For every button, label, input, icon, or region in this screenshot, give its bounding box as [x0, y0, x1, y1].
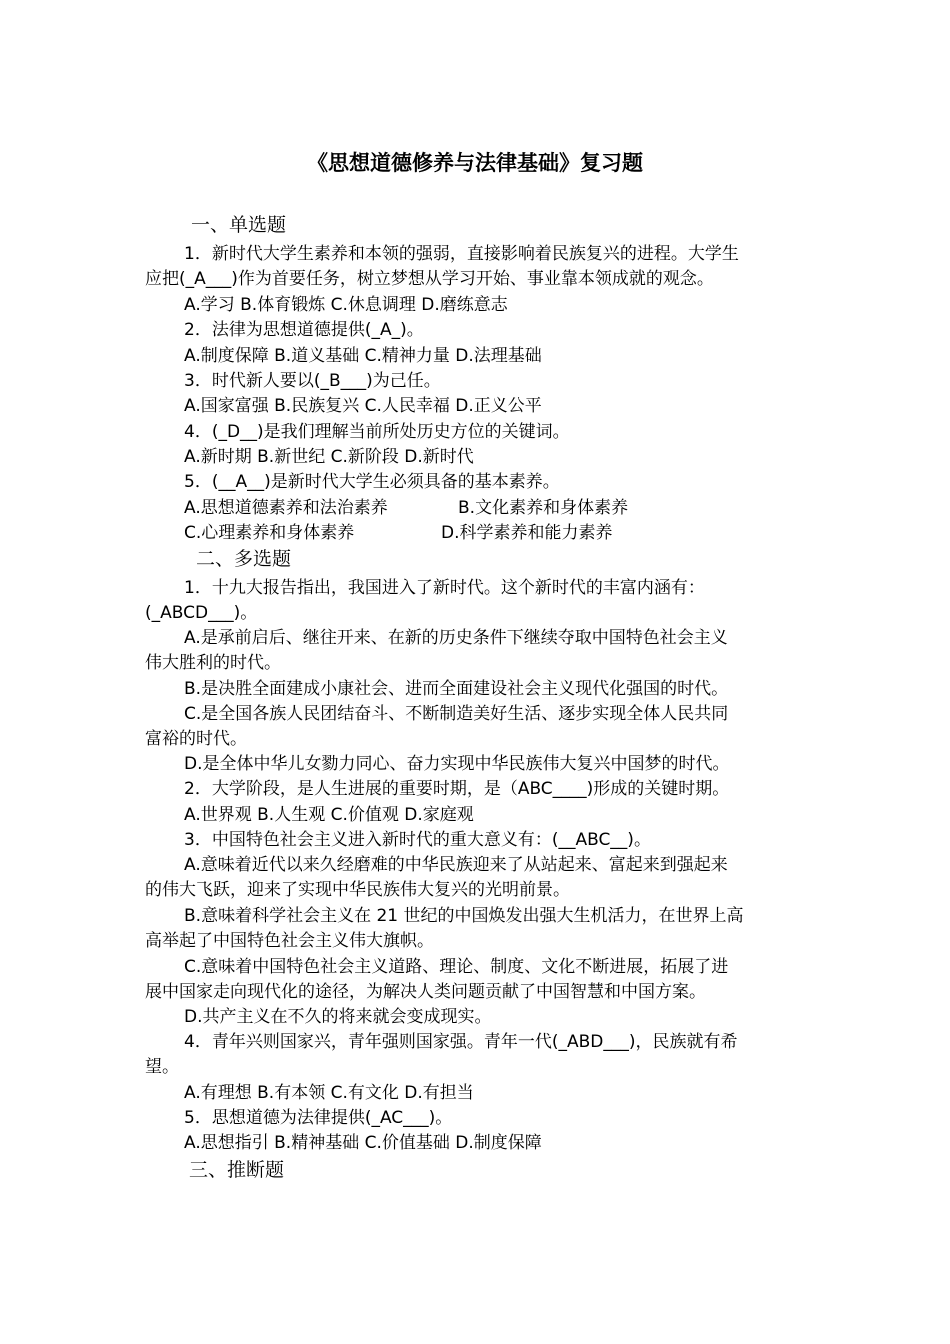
option-line: A.意味着近代以来久经磨难的中华民族迎来了从站起来、富起来到强起来 — [184, 855, 728, 875]
option-line: C.是全国各族人民团结奋斗、不断制造美好生活、逐步实现全体人民共同 — [184, 704, 729, 724]
option-line: 伟大胜利的时代。 — [145, 653, 281, 673]
option-line: 富裕的时代。 — [145, 729, 247, 749]
section-heading-judgment: 三、推断题 — [189, 1159, 285, 1181]
option-b: B.文化素养和身体素养 — [458, 498, 629, 518]
question-line: 1．新时代大学生素养和本领的强弱，直接影响着民族复兴的进程。大学生 — [184, 244, 739, 264]
option-line: 高举起了中国特色社会主义伟大旗帜。 — [145, 931, 434, 951]
question-line: 3．中国特色社会主义进入新时代的重大意义有：(__ABC__)。 — [184, 830, 651, 850]
question-line: 5．思想道德为法律提供(_AC___)。 — [184, 1108, 453, 1128]
option-d: D.科学素养和能力素养 — [441, 523, 613, 543]
question-line: (_ABCD___)。 — [145, 603, 258, 623]
question-line: 应把(_A___)作为首要任务，树立梦想从学习开始、事业靠本领成就的观念。 — [145, 269, 714, 289]
option-line: 展中国家走向现代化的途径，为解决人类问题贡献了中国智慧和中国方案。 — [145, 982, 706, 1002]
options-line: A.思想指引 B.精神基础 C.价值基础 D.制度保障 — [184, 1133, 542, 1153]
option-line: C.意味着中国特色社会主义道路、理论、制度、文化不断进展，拓展了进 — [184, 957, 729, 977]
option-line: 的伟大飞跃，迎来了实现中华民族伟大复兴的光明前景。 — [145, 880, 570, 900]
option-line: B.是决胜全面建成小康社会、进而全面建设社会主义现代化强国的时代。 — [184, 679, 729, 699]
section-heading-single-choice: 一、单选题 — [191, 214, 287, 236]
question-line: 4．青年兴则国家兴，青年强则国家强。青年一代(_ABD___)，民族就有希 — [184, 1032, 738, 1052]
question-line: 2．大学阶段，是人生进展的重要时期，是（ABC____)形成的关键时期。 — [184, 779, 730, 799]
option-line: B.意味着科学社会主义在 21 世纪的中国焕发出强大生机活力，在世界上高 — [184, 906, 744, 926]
option-line: D.是全体中华儿女勠力同心、奋力实现中华民族伟大复兴中国梦的时代。 — [184, 754, 730, 774]
option-line: D.共产主义在不久的将来就会变成现实。 — [184, 1007, 492, 1027]
option-a: A.思想道德素养和法治素养 — [184, 498, 388, 518]
question-line: 2．法律为思想道德提供(_A_)。 — [184, 320, 424, 340]
options-line: A.学习 B.体育锻炼 C.休息调理 D.磨练意志 — [184, 295, 508, 315]
options-line: A.新时期 B.新世纪 C.新阶段 D.新时代 — [184, 447, 474, 467]
question-line: 3．时代新人要以(_B___)为己任。 — [184, 371, 441, 391]
question-line: 望。 — [145, 1057, 179, 1077]
options-line: A.制度保障 B.道义基础 C.精神力量 D.法理基础 — [184, 346, 542, 366]
question-line: 1．十九大报告指出，我国进入了新时代。这个新时代的丰富内涵有： — [184, 578, 705, 598]
option-c: C.心理素养和身体素养 — [184, 523, 355, 543]
document-title: 《思想道德修养与法律基础》复习题 — [307, 151, 643, 175]
options-line: A.有理想 B.有本领 C.有文化 D.有担当 — [184, 1083, 474, 1103]
section-heading-multiple-choice: 二、多选题 — [196, 548, 292, 570]
options-line: A.世界观 B.人生观 C.价值观 D.家庭观 — [184, 805, 474, 825]
option-line: A.是承前启后、继往开来、在新的历史条件下继续夺取中国特色社会主义 — [184, 628, 728, 648]
question-line: 5．(__A__)是新时代大学生必须具备的基本素养。 — [184, 472, 560, 492]
question-line: 4．(_D__)是我们理解当前所处历史方位的关键词。 — [184, 422, 570, 442]
options-line: A.国家富强 B.民族复兴 C.人民幸福 D.正义公平 — [184, 396, 542, 416]
